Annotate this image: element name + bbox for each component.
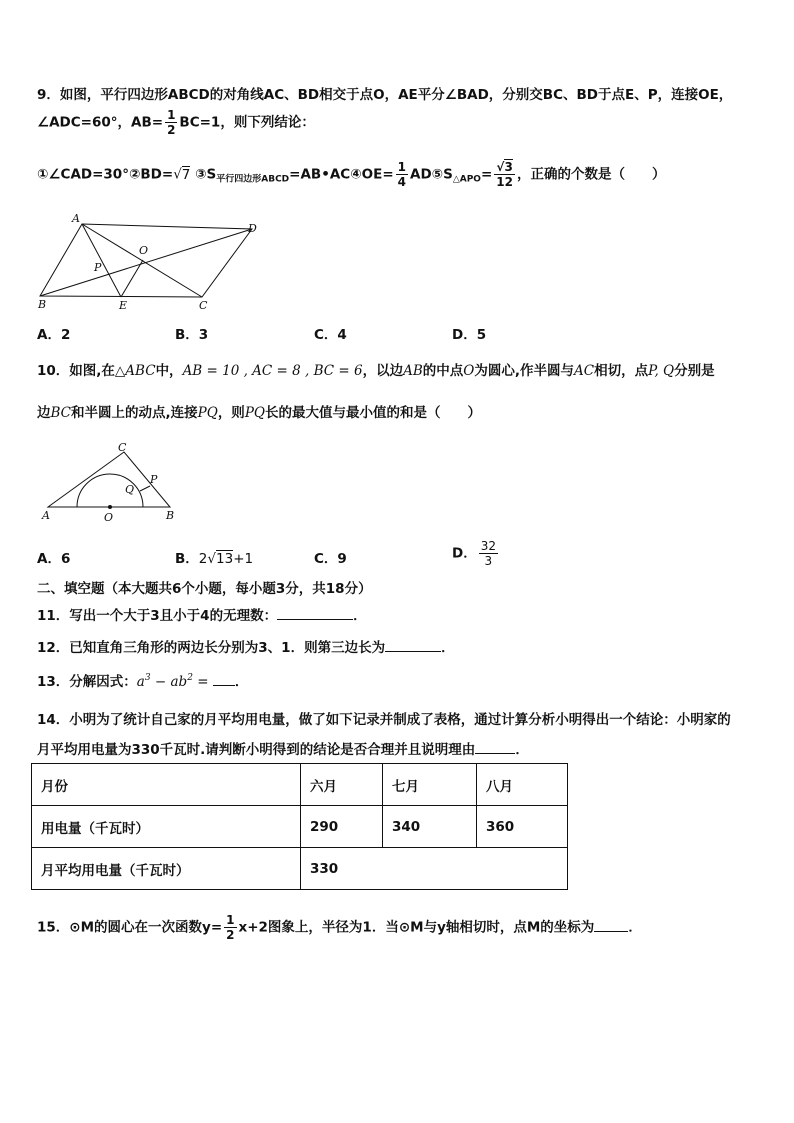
q13 [37, 670, 248, 690]
fraction-half: $\frac{1}{2}$ [226, 913, 235, 942]
q10-triangle-figure [38, 440, 188, 525]
segment-pq [140, 486, 150, 491]
q11 [37, 604, 367, 624]
q9-option-d: D．5 [452, 327, 487, 343]
label-o: O [139, 244, 149, 257]
electricity-table [31, 763, 568, 890]
q14-stem-line1: 14．小明为了统计自己家的月平均用电量，做了如下记录并制成了表格，通过计算分析小明得出一个结论：小明家的 [37, 712, 731, 728]
table-row [32, 806, 568, 848]
q15 [37, 913, 642, 942]
label-b: B [38, 298, 47, 311]
period: ． [353, 608, 367, 624]
q9-text: ∠ADC=60°，AB= [37, 114, 164, 131]
q13-expression: $a^3 - ab^2$ = [136, 673, 213, 690]
math-o: O [463, 363, 475, 379]
row-label-average: 月平均用电量（千瓦时） [32, 848, 301, 890]
sqrt-value: 7 [181, 166, 191, 183]
answer-blank [385, 639, 441, 652]
math-triangle: △ABC [114, 363, 156, 379]
conclusion-3-4: =AB•AC④OE= [289, 166, 394, 183]
segment-oe [121, 260, 143, 297]
label-o: O [104, 511, 114, 524]
option-label: B． [175, 551, 199, 567]
q9-stem-line2 [37, 108, 315, 137]
cell-august: 360 [477, 806, 568, 848]
q9-text: BC=1，则下列结论： [179, 114, 315, 131]
q9-tail: ，正确的个数是（ ） [516, 166, 666, 183]
fraction-half: $\frac{1}{2}$ [167, 108, 176, 137]
q10-text: 分别是 [674, 363, 715, 379]
radicand: 13 [216, 551, 234, 567]
label-b: B [166, 509, 175, 522]
table-row [32, 848, 568, 890]
math-given: AB = 10 , AC = 8 , BC = 6 [182, 363, 363, 379]
q10-text: 相切，点 [594, 363, 649, 379]
math-pq: P, Q [648, 363, 675, 379]
coef: 2 [198, 551, 208, 567]
cell-july: 340 [383, 806, 477, 848]
q10-stem-line1 [37, 359, 715, 379]
q14-text: 月平均用电量为330千瓦时.请判断小明得到的结论是否合理并且说明理由 [37, 742, 476, 758]
label-e: E [119, 299, 128, 312]
label-p: P [94, 261, 102, 274]
q9-conclusions: ①∠CAD=30°②BD=√7 $③S_{平行四边形ABCD}=AB•AC④OE=$ $\frac{1}{4}$ $AD⑤S_{\triangle APO}=$ $\frac{√3}{12}$ ，正确的个数是（ ） [37, 160, 666, 189]
q10-text: 长的最大值与最小值的和是（ ） [264, 405, 481, 421]
q10-stem-line2 [37, 401, 481, 421]
subscript: 平行四边形ABCD [216, 174, 290, 185]
conclusion-3: ③S [195, 166, 217, 183]
equals: = [480, 166, 493, 183]
math-bc: BC [50, 405, 72, 421]
q15-text: 15．⊙M的圆心在一次函数y= [37, 919, 223, 936]
q12 [37, 636, 455, 656]
header-june: 六月 [301, 764, 383, 806]
option-label: D． [452, 545, 477, 562]
q11-text: 11．写出一个大于3且小于4的无理数： [37, 608, 278, 624]
row-label-usage: 用电量（千瓦时） [32, 806, 301, 848]
label-d: D [248, 222, 257, 235]
q10-option-c: C．9 [314, 551, 347, 567]
answer-blank [475, 741, 515, 754]
q10-text: 的中点 [422, 363, 464, 379]
label-a: A [42, 509, 50, 522]
q10-text: 和半圆上的动点,连接 [71, 405, 198, 421]
label-a: A [72, 212, 80, 225]
bisector-ae [82, 224, 121, 297]
label-c: C [118, 441, 127, 454]
diagonal-bd [40, 229, 252, 296]
section-heading: 二、填空题（本大题共6个小题，每小题3分，共18分） [37, 581, 372, 597]
math-pq: PQ [244, 405, 265, 421]
q9-option-b: B．3 [175, 327, 209, 343]
cell-june: 290 [301, 806, 383, 848]
answer-blank [213, 673, 235, 686]
fraction-sqrt3-12: $\frac{√3}{12}$ [496, 160, 513, 189]
answer-blank [594, 919, 628, 932]
conclusion-4-5: AD⑤S [410, 166, 453, 183]
math-ac: AC [574, 363, 595, 379]
label-q: Q [125, 483, 135, 496]
label-p: P [150, 473, 158, 486]
header-month: 月份 [32, 764, 301, 806]
answer-blank [277, 607, 353, 620]
q9-option-a: A．2 [37, 327, 71, 343]
fraction-32-3: $\frac{32}{3}$ [480, 539, 496, 568]
q14-stem-line2 [37, 738, 529, 758]
cell-average: 330 [301, 848, 568, 890]
q9-stem-line1: 9．如图，平行四边形ABCD的对角线AC、BD相交于点O，AE平分∠BAD，分别交BC、BD于点E、P，连接OE， [37, 87, 733, 103]
conclusion-1-2: ①∠CAD=30°②BD= [37, 166, 174, 183]
q10-text: 10．如图,在 [37, 363, 115, 379]
q10-text: ，则 [217, 405, 245, 421]
label-c: C [199, 299, 208, 312]
q10-option-a: A．6 [37, 551, 71, 567]
header-july: 七月 [383, 764, 477, 806]
q15-text: x+2图象上，半径为1．当⊙M与y轴相切时，点M的坐标为 [238, 919, 595, 936]
center-dot [108, 505, 112, 509]
q9-option-c: C．4 [314, 327, 347, 343]
fraction-quarter: $\frac{1}{4}$ [397, 160, 406, 189]
q10-text: 为圆心,作半圆与 [474, 363, 574, 379]
q10-option-b: B．2√13+1 [175, 551, 254, 567]
period: ． [515, 742, 529, 758]
q10-option-d [452, 539, 500, 568]
q10-text: 中， [155, 363, 183, 379]
math-ab: AB [403, 363, 423, 379]
math-pq: PQ [197, 405, 218, 421]
q10-text: ，以边 [362, 363, 404, 379]
table-header-row [32, 764, 568, 806]
subscript: △APO [452, 174, 481, 185]
q9-parallelogram-figure [30, 212, 270, 312]
q12-text: 12．已知直角三角形的两边长分别为3、1．则第三边长为 [37, 640, 386, 656]
header-august: 八月 [477, 764, 568, 806]
period: ． [234, 674, 249, 690]
period: ． [441, 640, 455, 656]
period: ． [628, 919, 642, 936]
q10-text: 边 [37, 405, 51, 421]
option-tail: +1 [233, 551, 254, 567]
q13-text: 13．分解因式： [37, 674, 137, 690]
